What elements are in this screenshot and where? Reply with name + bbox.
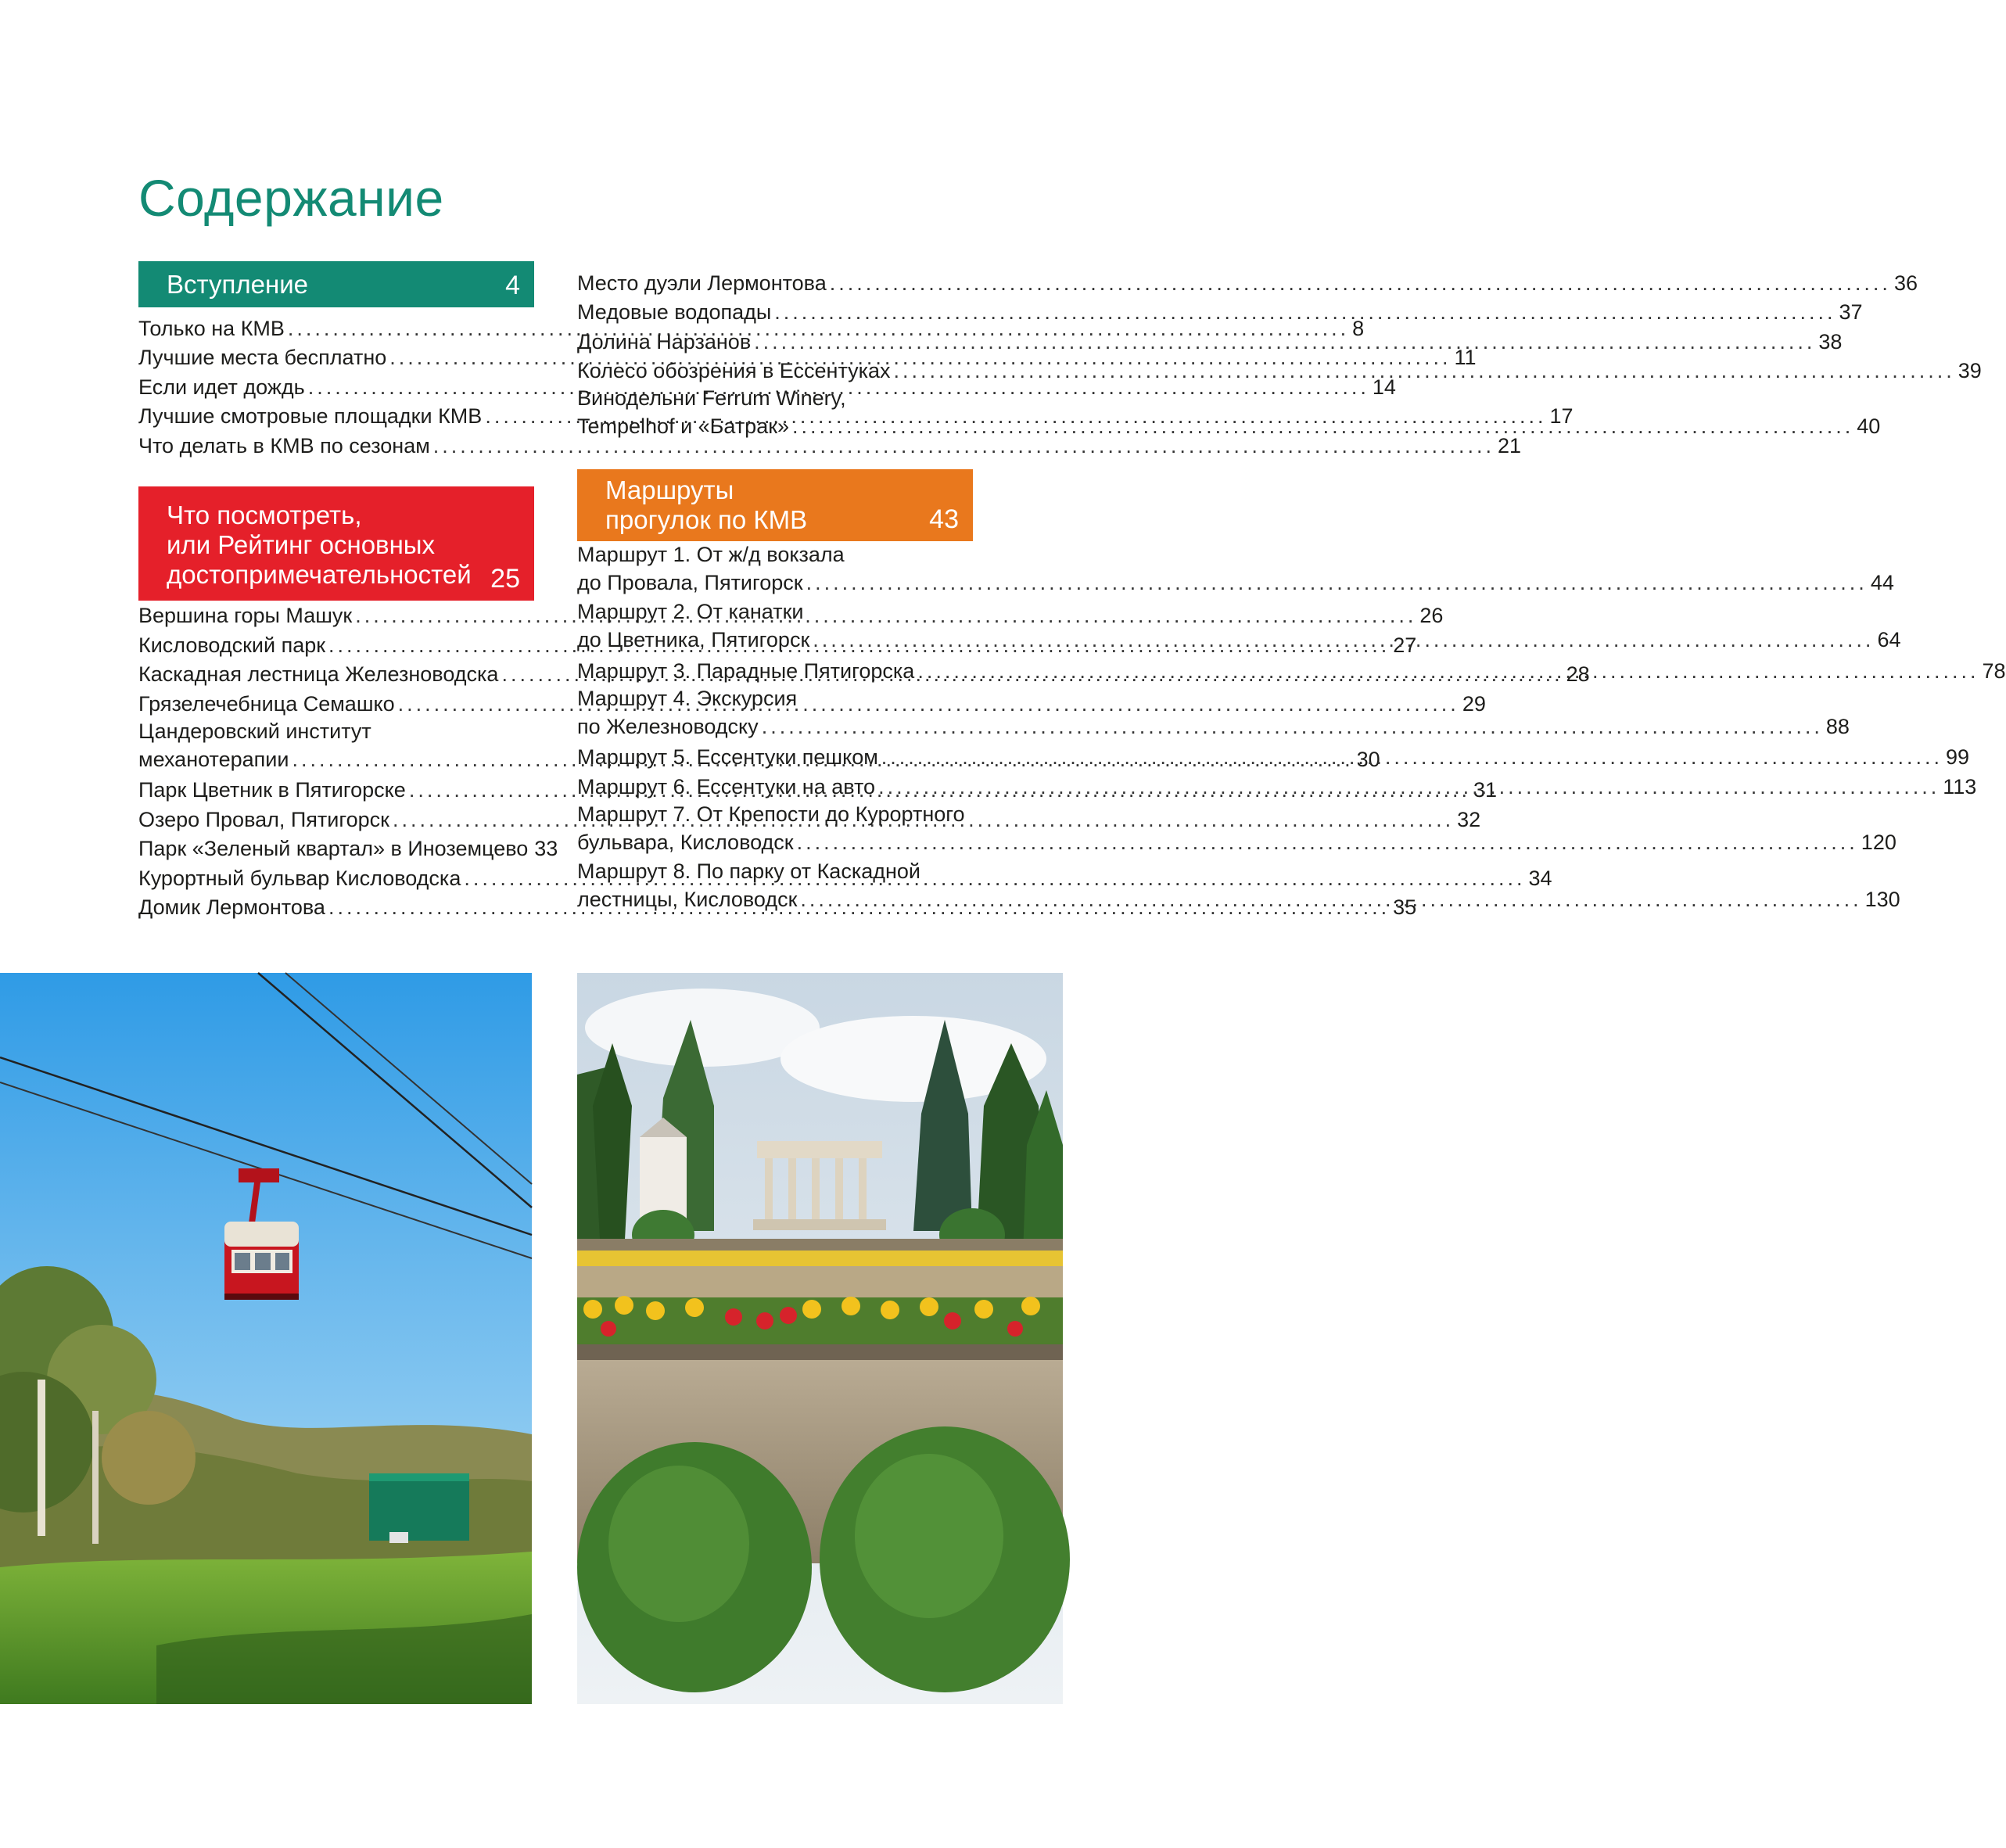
entry-page-number: 32 bbox=[1457, 807, 1481, 831]
entry-page-number: 120 bbox=[1861, 830, 1897, 854]
entry-page-number: 33 bbox=[534, 837, 558, 860]
entry-page-number: 14 bbox=[1372, 375, 1396, 399]
page-title: Содержание bbox=[138, 169, 444, 227]
cable-car-illustration bbox=[0, 973, 532, 1704]
entry-title-line: Цандеровский институт bbox=[138, 719, 371, 743]
entry-title: Если идет дождь bbox=[138, 375, 305, 399]
section-title-line: прогулок по КМВ bbox=[605, 505, 808, 534]
entry-title: Лучшие смотровые площадки КМВ bbox=[138, 404, 483, 428]
section-title-line: Маршруты bbox=[605, 475, 734, 504]
rating-entry[interactable] bbox=[577, 325, 1843, 354]
entry-page-number: 36 bbox=[1893, 271, 1918, 295]
entry-page-number: 88 bbox=[1825, 714, 1850, 738]
entry-page-number: 11 bbox=[1454, 346, 1477, 369]
entry-title: Маршрут 3. Парадные Пятигорска bbox=[577, 658, 915, 683]
entry-title: Что делать в КМВ по сезонам bbox=[138, 433, 430, 458]
dot-leader bbox=[800, 885, 1861, 913]
dot-leader bbox=[754, 330, 1815, 354]
dot-leader bbox=[878, 775, 1940, 799]
entry-row bbox=[577, 828, 1897, 856]
entry-page-number: 40 bbox=[1857, 414, 1881, 438]
entry-title-line: Маршрут 4. Экскурсия bbox=[577, 686, 798, 710]
entry-page-number: 99 bbox=[1945, 745, 1970, 769]
section-title: Вступление bbox=[167, 270, 308, 299]
entry-title: Курортный бульвар Кисловодска bbox=[138, 866, 461, 890]
entry-title: Место дуэли Лермонтова bbox=[577, 271, 827, 295]
entry-title: Каскадная лестница Железноводска bbox=[138, 662, 499, 686]
route-entry[interactable] bbox=[577, 540, 1894, 597]
entry-title: до Провала, Пятигорск bbox=[577, 571, 803, 594]
section-page: 43 bbox=[929, 504, 959, 534]
entry-page-number: 29 bbox=[1462, 691, 1486, 716]
entry-page-number: 78 bbox=[1982, 658, 2006, 683]
entry-title-line: Маршрут 2. От канатки bbox=[577, 600, 804, 623]
entry-page-number: 64 bbox=[1877, 628, 1901, 651]
entry-title: Вершина горы Машук bbox=[138, 604, 353, 627]
rating-entry[interactable] bbox=[577, 266, 1918, 296]
park-colonnade-photo bbox=[577, 973, 1063, 1704]
cable-car-photo bbox=[0, 973, 532, 1704]
dot-leader bbox=[813, 626, 1874, 654]
section-title-line: достопримечательностей bbox=[167, 559, 472, 589]
entry-title-line: Винодельни Ferrum Winery, bbox=[577, 386, 846, 410]
colonnade-illustration bbox=[577, 973, 1063, 1704]
entry-title: Только на КМВ bbox=[138, 316, 285, 340]
rating-entry[interactable] bbox=[138, 832, 558, 862]
entry-page-number: 34 bbox=[1528, 866, 1552, 890]
entry-title-line: Маршрут 7. От Крепости до Курортного bbox=[577, 802, 965, 826]
section-page: 25 bbox=[490, 563, 520, 594]
dot-leader bbox=[806, 569, 1868, 597]
entry-title: Tempelhof и «Батрак» bbox=[577, 414, 790, 438]
dot-leader bbox=[774, 300, 1836, 325]
dot-leader bbox=[830, 271, 1891, 296]
entry-page-number: 28 bbox=[1566, 662, 1590, 686]
section-title-line: или Рейтинг основных bbox=[167, 529, 436, 559]
entry-page-number: 113 bbox=[1943, 774, 1977, 798]
entry-title: Лучшие места бесплатно bbox=[138, 346, 387, 369]
entry-page-number: 30 bbox=[1356, 747, 1380, 771]
dot-leader bbox=[881, 745, 1943, 770]
entry-title: механотерапии bbox=[138, 747, 289, 771]
entry-title: Медовые водопады bbox=[577, 300, 772, 324]
section-page: 4 bbox=[505, 271, 520, 300]
entry-page-number: 27 bbox=[1393, 633, 1417, 657]
section-title-line: Что посмотреть, bbox=[167, 500, 362, 529]
entry-row bbox=[577, 712, 1850, 741]
entry-page-number: 35 bbox=[1393, 895, 1417, 919]
entry-title-line: Маршрут 8. По парку от Каскадной bbox=[577, 859, 921, 883]
entry-title: Маршрут 5. Ессентуки пешком bbox=[577, 745, 878, 769]
section-header-intro[interactable] bbox=[138, 261, 534, 307]
entry-title: Долина Нарзанов bbox=[577, 329, 752, 353]
section-header-rating[interactable] bbox=[138, 486, 534, 601]
entry-title-line: Маршрут 1. От ж/д вокзала bbox=[577, 543, 845, 566]
entry-title: Парк «Зеленый квартал» в Иноземцево bbox=[138, 837, 529, 860]
entry-title: лестницы, Кисловодск bbox=[577, 887, 798, 911]
dot-leader bbox=[917, 659, 1979, 684]
dot-leader bbox=[792, 412, 1853, 440]
entry-title: Грязелечебница Семашко bbox=[138, 691, 395, 716]
entry-title: Колесо обозрения в Ессентуках bbox=[577, 359, 891, 382]
entry-page-number: 31 bbox=[1473, 778, 1498, 802]
entry-title: Озеро Провал, Пятигорск bbox=[138, 807, 389, 831]
entry-page-number: 44 bbox=[1870, 571, 1894, 594]
entry-page-number: 8 bbox=[1352, 316, 1365, 340]
entry-title: Парк Цветник в Пятигорске bbox=[138, 778, 406, 802]
dot-leader bbox=[797, 828, 1858, 856]
entry-page-number: 39 bbox=[1958, 359, 1982, 382]
entry-title: Маршрут 6. Ессентуки на авто bbox=[577, 774, 876, 798]
rating-entry[interactable] bbox=[577, 296, 1863, 325]
entry-page-number: 38 bbox=[1818, 329, 1843, 353]
entry-row bbox=[577, 569, 1894, 597]
entry-title: бульвара, Кисловодск bbox=[577, 830, 794, 854]
entry-page-number: 21 bbox=[1497, 433, 1522, 458]
entry-title: по Железноводску bbox=[577, 714, 759, 738]
dot-leader bbox=[894, 359, 1955, 383]
entry-page-number: 26 bbox=[1419, 604, 1444, 627]
section-header-routes[interactable] bbox=[577, 469, 973, 541]
entry-page-number: 17 bbox=[1549, 404, 1574, 428]
entry-title: Домик Лермонтова bbox=[138, 895, 325, 919]
dot-leader bbox=[762, 712, 1823, 741]
entry-page-number: 130 bbox=[1864, 887, 1900, 911]
entry-title: Кисловодский парк bbox=[138, 633, 326, 657]
entry-page-number: 37 bbox=[1839, 300, 1863, 324]
intro-entry[interactable] bbox=[138, 429, 1522, 458]
entry-title: до Цветника, Пятигорск bbox=[577, 628, 810, 651]
